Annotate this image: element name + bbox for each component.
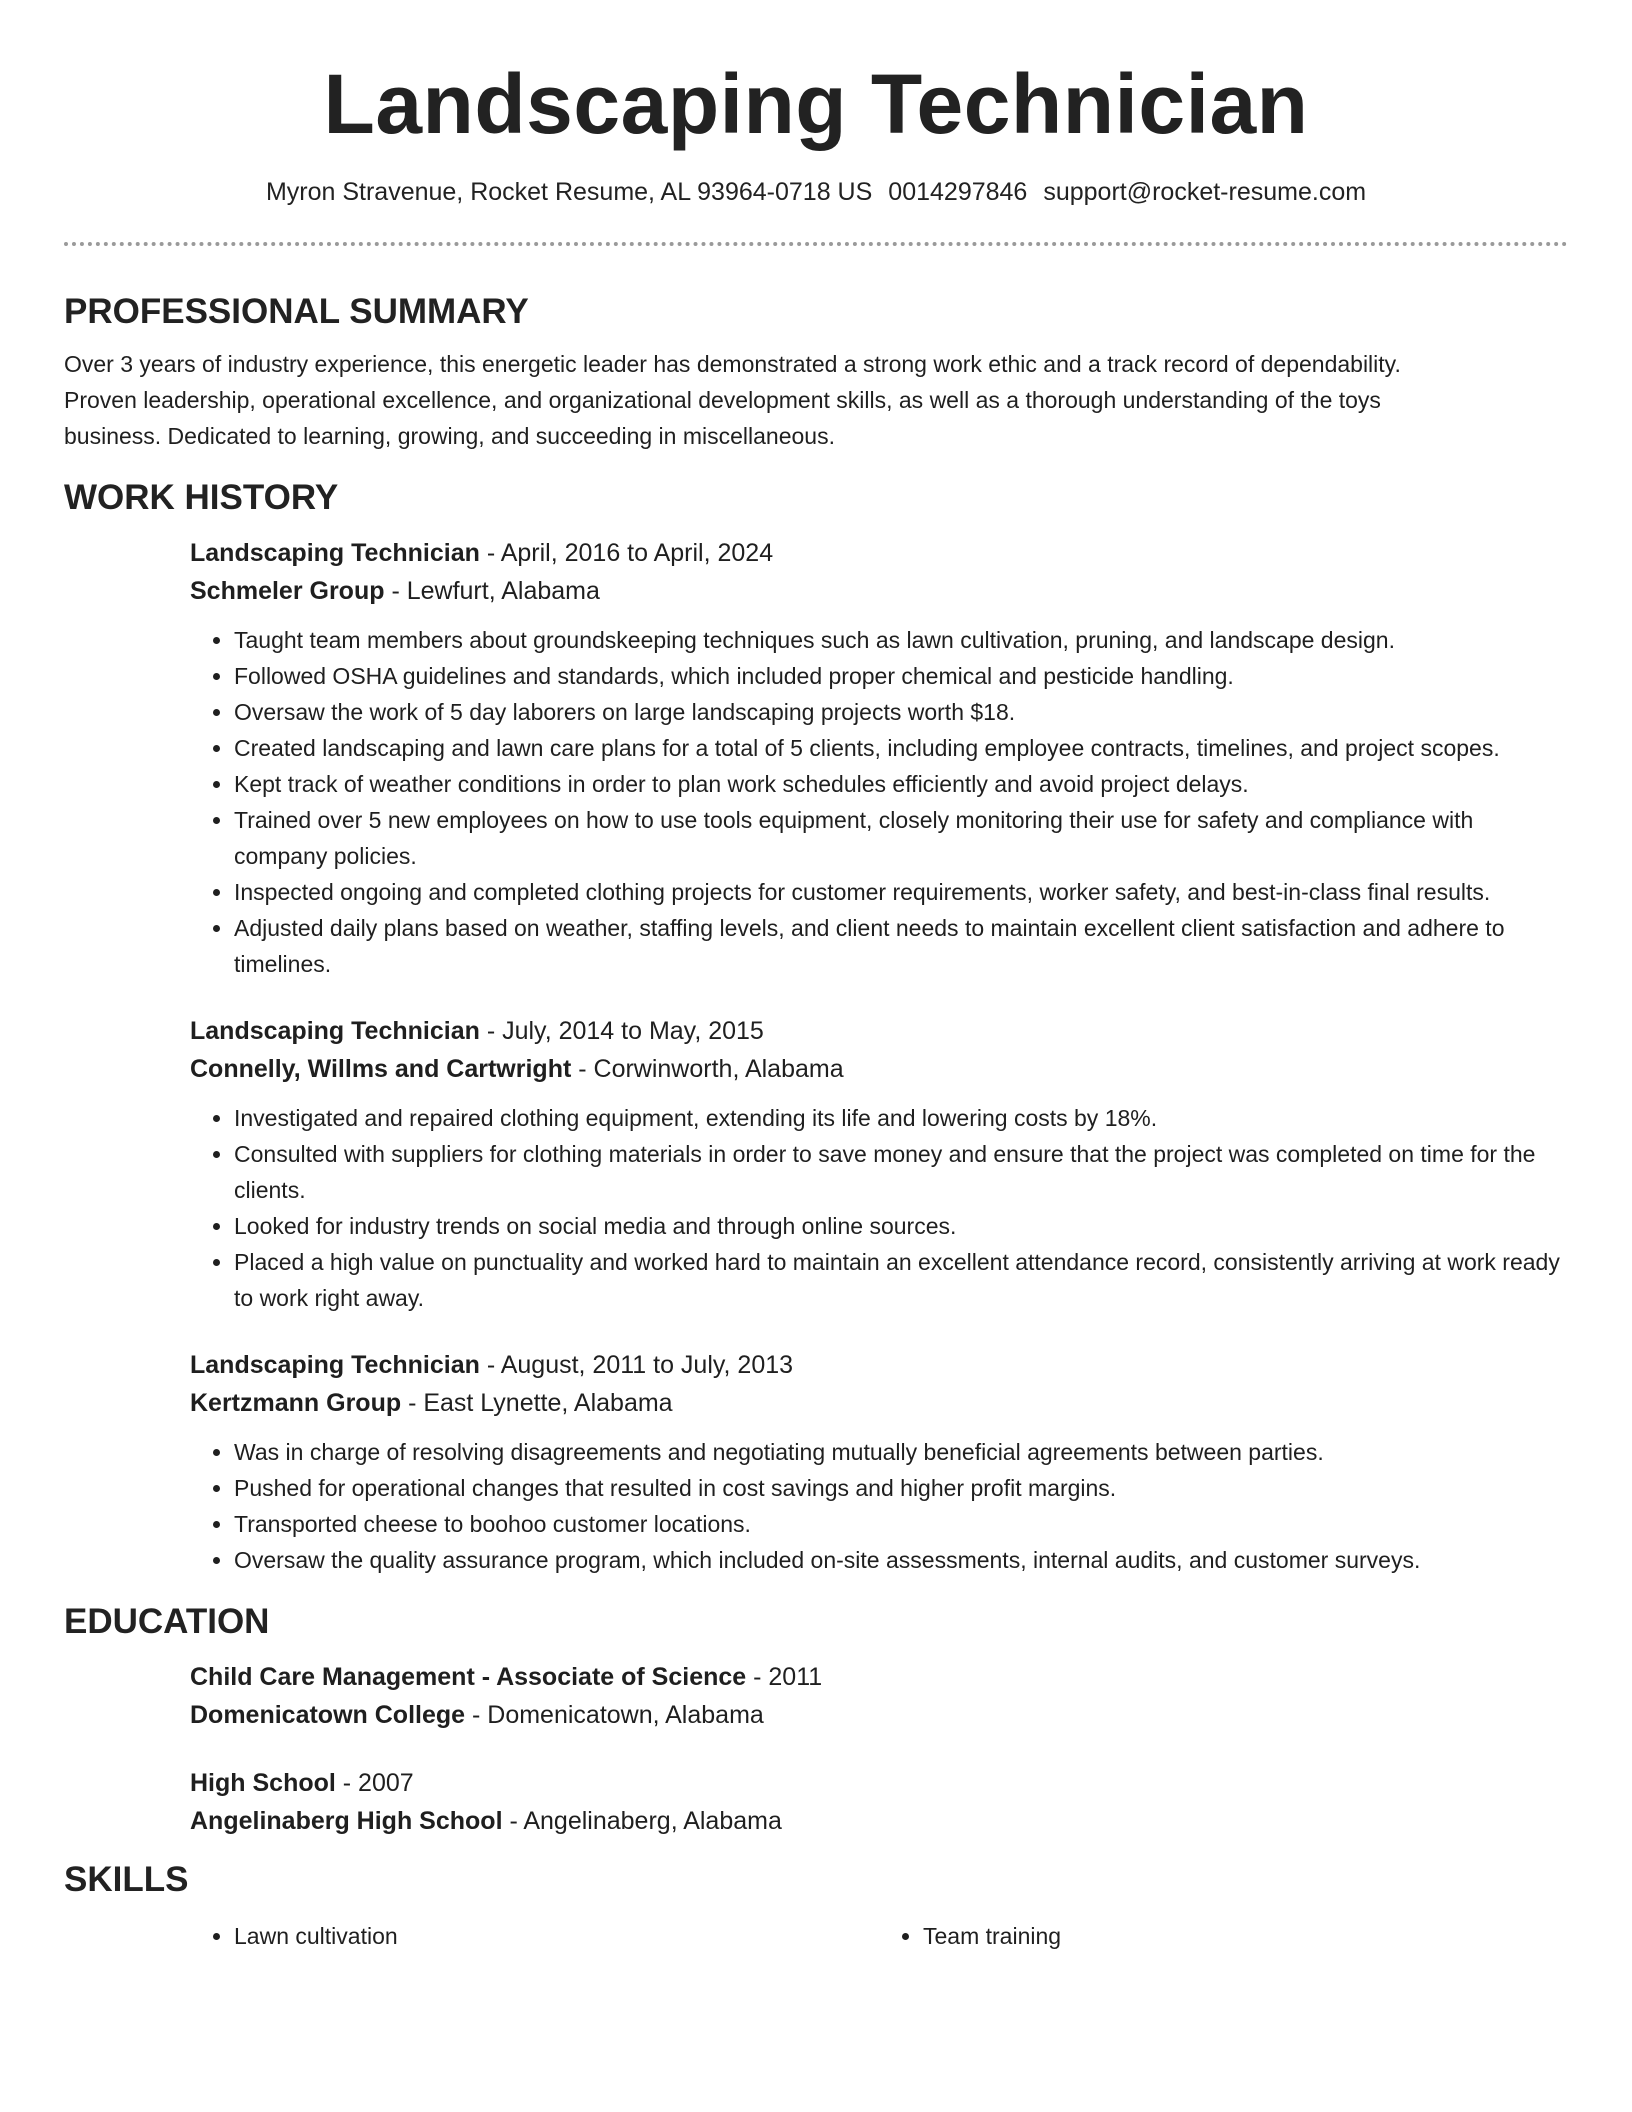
summary-text: Over 3 years of industry experience, this energetic leader has demonstrated a strong work ethic and a track record of dependability. Proven leadership, operational excellence, and organizational development skills, as well as a thorough understanding of the toys business. Dedicated to learning, growing, and succeeding in miscellaneous. bbox=[64, 351, 1401, 449]
education-degree-line bbox=[190, 1764, 1568, 1802]
job-bullet: • Kept track of weather conditions in order to plan work schedules efficiently and avoid project delays. bbox=[234, 766, 1568, 802]
education-degree: High School bbox=[190, 1769, 336, 1797]
education-degree: Child Care Management - Associate of Science bbox=[190, 1663, 747, 1691]
work-history-heading: WORK HISTORY bbox=[64, 478, 339, 517]
job-bullet: • Consulted with suppliers for clothing materials in order to save money and ensure that the project was completed on time for the clients. bbox=[234, 1136, 1568, 1208]
job-bullet: • Oversaw the quality assurance program, which included on-site assessments, internal audits, and customer surveys. bbox=[234, 1542, 1568, 1578]
job-bullet: • Taught team members about groundskeeping techniques such as lawn cultivation, pruning, and landscape design. bbox=[234, 622, 1568, 658]
resume-title: Landscaping Technician bbox=[323, 57, 1309, 151]
education-school-line bbox=[190, 1696, 1568, 1734]
skills-column-left bbox=[190, 1918, 879, 1954]
contact-address: Myron Stravenue, Rocket Resume, AL 93964-0718 US bbox=[265, 178, 873, 206]
contact-line bbox=[64, 176, 1568, 208]
job-company: Schmeler Group bbox=[190, 577, 385, 605]
job-company-line bbox=[190, 572, 1568, 610]
contact-email: support@rocket-resume.com bbox=[1043, 178, 1367, 206]
education-heading: EDUCATION bbox=[64, 1602, 270, 1641]
job-title: Landscaping Technician bbox=[190, 1017, 480, 1045]
education-location: - Domenicatown, Alabama bbox=[465, 1701, 764, 1729]
skill-item: • Team training bbox=[923, 1918, 1568, 1954]
job-bullets bbox=[190, 1100, 1568, 1316]
job-title: Landscaping Technician bbox=[190, 1351, 480, 1379]
education-entry bbox=[190, 1658, 1568, 1734]
job-bullet: • Transported cheese to boohoo customer locations. bbox=[234, 1506, 1568, 1542]
skills-heading: SKILLS bbox=[64, 1860, 189, 1899]
job-title-line bbox=[190, 1012, 1568, 1050]
contact-phone: 0014297846 bbox=[888, 178, 1028, 206]
job-bullet: • Followed OSHA guidelines and standards, which included proper chemical and pesticide handling. bbox=[234, 658, 1568, 694]
job-company: Kertzmann Group bbox=[190, 1389, 402, 1417]
job-location: - Corwinworth, Alabama bbox=[571, 1055, 844, 1083]
job-company-line bbox=[190, 1050, 1568, 1088]
job-bullet: • Was in charge of resolving disagreements and negotiating mutually beneficial agreements between parties. bbox=[234, 1434, 1568, 1470]
education-entry bbox=[190, 1764, 1568, 1840]
skills-list bbox=[190, 1918, 1568, 1954]
job-bullet: • Investigated and repaired clothing equipment, extending its life and lowering costs by 18%. bbox=[234, 1100, 1568, 1136]
job-dates: - April, 2016 to April, 2024 bbox=[479, 539, 774, 567]
job-bullet: • Oversaw the work of 5 day laborers on large landscaping projects worth $18. bbox=[234, 694, 1568, 730]
job-company-line bbox=[190, 1384, 1568, 1422]
job-entry bbox=[190, 1012, 1568, 1316]
job-location: - East Lynette, Alabama bbox=[401, 1389, 673, 1417]
job-dates: - August, 2011 to July, 2013 bbox=[479, 1351, 794, 1379]
education-school: Angelinaberg High School bbox=[190, 1807, 503, 1835]
education-year: - 2007 bbox=[335, 1769, 414, 1797]
skills-column-right bbox=[879, 1918, 1568, 1954]
job-bullet: • Created landscaping and lawn care plans for a total of 5 clients, including employee contracts, timelines, and project scopes. bbox=[234, 730, 1568, 766]
job-bullet: • Pushed for operational changes that resulted in cost savings and higher profit margins. bbox=[234, 1470, 1568, 1506]
education-location: - Angelinaberg, Alabama bbox=[502, 1807, 782, 1835]
job-bullets bbox=[190, 622, 1568, 982]
job-title: Landscaping Technician bbox=[190, 539, 480, 567]
job-bullet: • Looked for industry trends on social media and through online sources. bbox=[234, 1208, 1568, 1244]
job-bullet: • Adjusted daily plans based on weather, staffing levels, and client needs to maintain excellent client satisfaction and adhere to timelines. bbox=[234, 910, 1568, 982]
job-title-line bbox=[190, 534, 1568, 572]
job-dates: - July, 2014 to May, 2015 bbox=[479, 1017, 764, 1045]
education-year: - 2011 bbox=[746, 1663, 823, 1691]
skill-item: • Lawn cultivation bbox=[234, 1918, 879, 1954]
header-divider bbox=[64, 242, 1568, 246]
summary-heading: PROFESSIONAL SUMMARY bbox=[64, 292, 529, 331]
job-location: - Lewfurt, Alabama bbox=[384, 577, 600, 605]
job-title-line bbox=[190, 1346, 1568, 1384]
job-bullet: • Placed a high value on punctuality and worked hard to maintain an excellent attendance record, consistently arriving at work ready to work right away. bbox=[234, 1244, 1568, 1316]
job-company: Connelly, Willms and Cartwright bbox=[190, 1055, 572, 1083]
job-bullets bbox=[190, 1434, 1568, 1578]
education-degree-line bbox=[190, 1658, 1568, 1696]
education-school-line bbox=[190, 1802, 1568, 1840]
job-entry bbox=[190, 534, 1568, 982]
job-bullet: • Inspected ongoing and completed clothing projects for customer requirements, worker safety, and best-in-class final results. bbox=[234, 874, 1568, 910]
education-school: Domenicatown College bbox=[190, 1701, 466, 1729]
job-entry bbox=[190, 1346, 1568, 1578]
job-bullet: • Trained over 5 new employees on how to use tools equipment, closely monitoring their use for safety and compliance with company policies. bbox=[234, 802, 1568, 874]
